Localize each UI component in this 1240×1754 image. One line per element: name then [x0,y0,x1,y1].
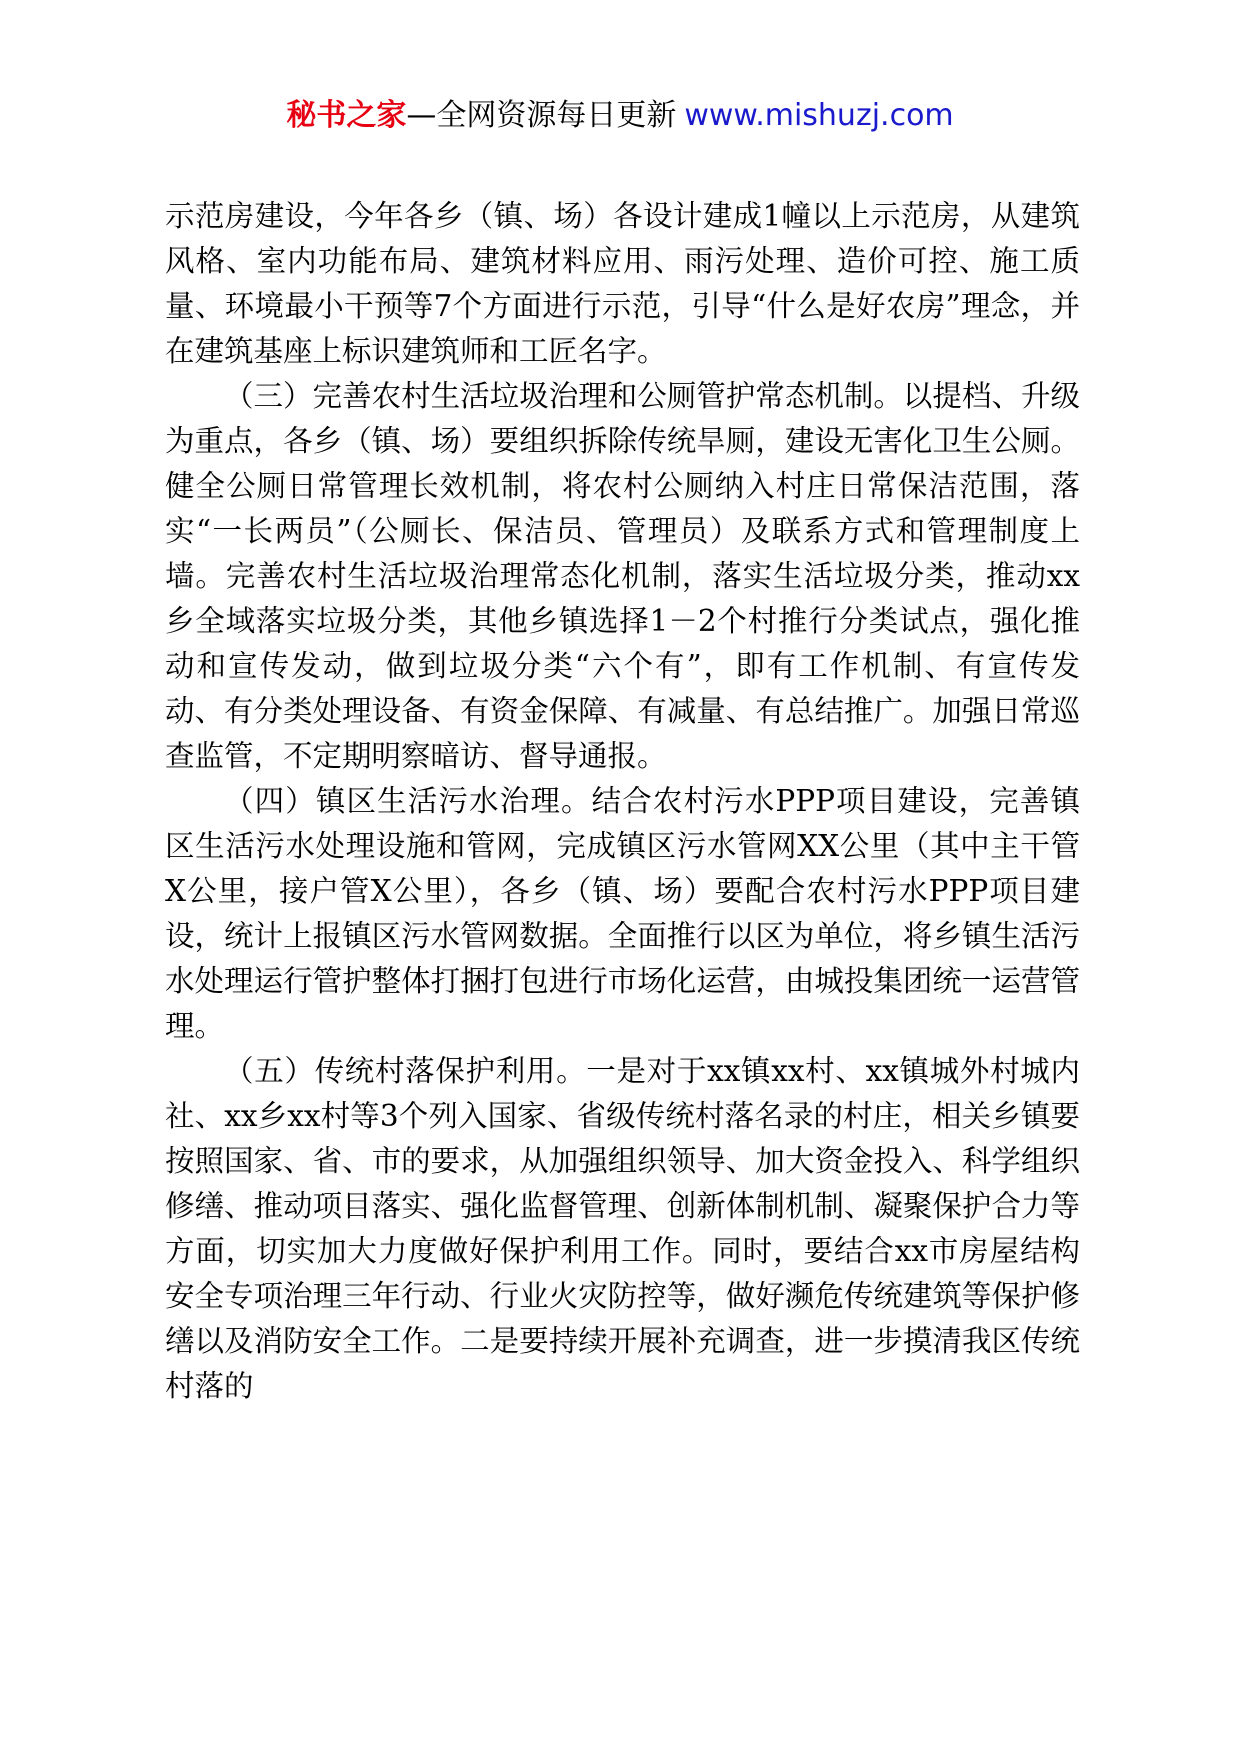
paragraph-section-3: （三）完善农村生活垃圾治理和公厕管护常态机制。以提档、升级为重点，各乡（镇、场）要组织拆除传统旱厕，建设无害化卫生公厕。健全公厕日常管理长效机制，将农村公厕纳入村庄日常保洁范围，落实“一长两员”（公厕长、保洁员、管理员）及联系方式和管理制度上墙。完善农村生活垃圾治理常态化机制，落实生活垃圾分类，推动xx乡全域落实垃圾分类，其他乡镇选择1－2个村推行分类试点，强化推动和宣传发动，做到垃圾分类“六个有”，即有工作机制、有宣传发动、有分类处理设备、有资金保障、有减量、有总结推广。加强日常巡查监管，不定期明察暗访、督导通报。 [165,379,1080,773]
paragraph-continuation: 示范房建设，今年各乡（镇、场）各设计建成1幢以上示范房，从建筑风格、室内功能布局、建筑材料应用、雨污处理、造价可控、施工质量、环境最小干预等7个方面进行示范，引导“什么是好农房”理念，并在建筑基座上标识建筑师和工匠名字。 [165,199,1080,368]
paragraph-section-5: （五）传统村落保护利用。一是对于xx镇xx村、xx镇城外村城内社、xx乡xx村等3个列入国家、省级传统村落名录的村庄，相关乡镇要按照国家、省、市的要求，从加强组织领导、加大资金投入、科学组织修缮、推动项目落实、强化监督管理、创新体制机制、凝聚保护合力等方面，切实加大力度做好保护利用工作。同时，要结合xx市房屋结构安全专项治理三年行动、行业火灾防控等，做好濒危传统建筑等保护修缮以及消防安全工作。二是要持续开展补充调查，进一步摸清我区传统村落的 [165,1054,1080,1403]
document-body [165,194,1080,1409]
paragraph-section-4: （四）镇区生活污水治理。结合农村污水PPP项目建设，完善镇区生活污水处理设施和管网，完成镇区污水管网XX公里（其中主干管X公里，接户管X公里），各乡（镇、场）要配合农村污水PPP项目建设，统计上报镇区污水管网数据。全面推行以区为单位，将乡镇生活污水处理运行管护整体打捆打包进行市场化运营，由城投集团统一运营管理。 [165,784,1080,1043]
site-brand: 秘书之家 [286,98,407,133]
site-tagline: —全网资源每日更新 [406,98,677,133]
site-url-link[interactable]: www.mishuzj.com [684,98,954,133]
site-header [0,96,1240,136]
